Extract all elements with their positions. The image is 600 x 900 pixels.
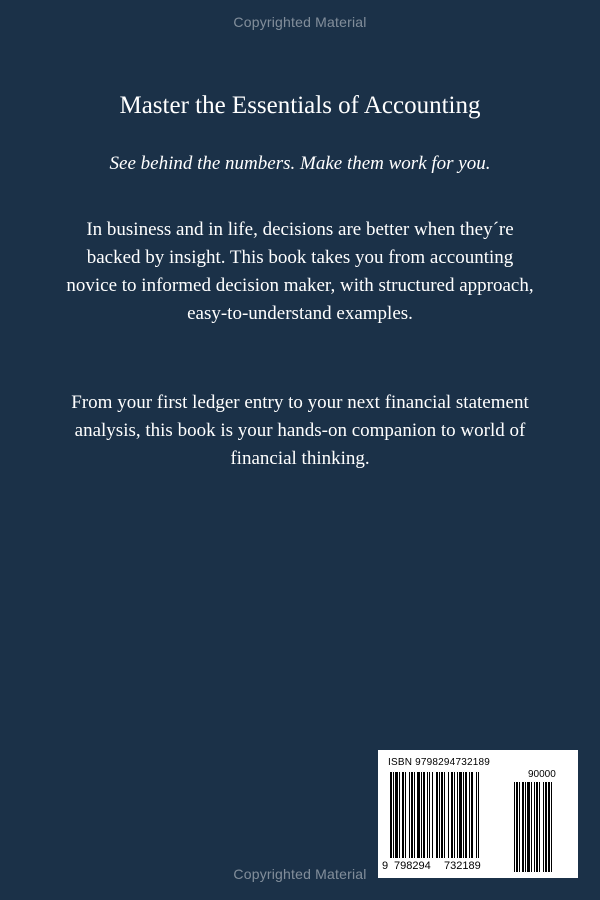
barcode-digits-right: 732189	[444, 860, 481, 872]
barcode-bars	[378, 750, 578, 878]
price-code: 90000	[528, 769, 556, 780]
barcode-digit-first: 9	[382, 860, 389, 872]
watermark-top: Copyrighted Material	[233, 14, 367, 30]
back-cover-title: Master the Essentials of Accounting	[119, 92, 481, 119]
description-paragraph-1: In business and in life, decisions are better when they´re backed by insight. This book takes you from accounting novice to informed decision maker, with structured approach, easy-to-understand examples.	[66, 219, 534, 324]
description-paragraph-2: From your first ledger entry to your next financial statement analysis, this book is your hands-on companion to world of financial thinking.	[71, 392, 529, 469]
barcode-digits-left: 798294	[394, 860, 431, 872]
watermark-bottom: Copyrighted Material	[233, 866, 367, 882]
back-cover-tagline: See behind the numbers. Make them work for you.	[109, 153, 491, 174]
isbn-label: ISBN 9798294732189	[388, 757, 491, 768]
isbn-barcode	[378, 750, 578, 878]
